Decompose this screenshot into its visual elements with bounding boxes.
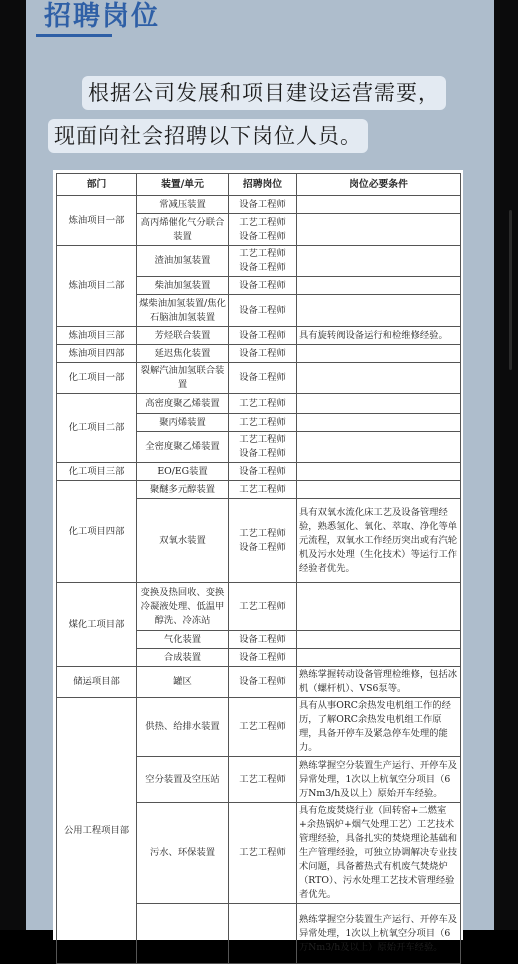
requirement-cell [297, 432, 461, 463]
dept-cell: 炼油项目二部 [57, 246, 137, 327]
requirement-cell [297, 295, 461, 327]
unit-cell: 延迟焦化装置 [137, 345, 229, 363]
scrollbar-thumb[interactable] [509, 210, 512, 370]
unit-cell: 空分装置及空压站 [137, 757, 229, 803]
position-cell: 设备工程师 [229, 363, 297, 394]
unit-cell: 双氧水装置 [137, 499, 229, 583]
dept-cell: 化工项目四部 [57, 481, 137, 583]
unit-cell: 聚醚多元醇装置 [137, 481, 229, 499]
position-cell: 设备工程师 [229, 327, 297, 345]
unit-cell: EO/EG装置 [137, 463, 229, 481]
position-cell [229, 904, 297, 964]
requirement-cell [297, 246, 461, 277]
unit-cell: 渣油加氢装置 [137, 246, 229, 277]
right-edge [494, 0, 518, 930]
requirement-cell [297, 277, 461, 295]
unit-cell [137, 904, 229, 964]
position-cell: 工艺工程师 [229, 414, 297, 432]
job-table-card [53, 170, 463, 953]
intro-line-1: 根据公司发展和项目建设运营需要， [82, 76, 446, 110]
requirement-cell [297, 363, 461, 394]
dept-cell: 化工项目一部 [57, 363, 137, 394]
title-underline [36, 34, 112, 37]
dept-cell: 化工项目二部 [57, 394, 137, 463]
job-table [56, 173, 461, 964]
requirement-cell [297, 631, 461, 649]
table-row [57, 196, 461, 214]
unit-cell: 裂解汽油加氢联合装置 [137, 363, 229, 394]
col-header-unit: 装置/单元 [137, 174, 229, 196]
requirement-cell [297, 481, 461, 499]
table-row [57, 327, 461, 345]
unit-cell: 芳烃联合装置 [137, 327, 229, 345]
unit-cell: 供热、给排水装置 [137, 698, 229, 757]
dept-cell: 炼油项目三部 [57, 327, 137, 345]
table-row [57, 698, 461, 757]
unit-cell: 污水、环保装置 [137, 803, 229, 904]
position-cell: 工艺工程师 [229, 394, 297, 414]
position-cell: 设备工程师 [229, 463, 297, 481]
requirement-cell: 具有双氧水流化床工艺及设备管理经验，熟悉氢化、氧化、萃取、净化等单元流程，双氧水工作经历突出或有汽轮机及污水处理（生化技术）等运行工作经验者优先。 [297, 499, 461, 583]
requirement-cell [297, 196, 461, 214]
table-row [57, 345, 461, 363]
dept-cell: 储运项目部 [57, 667, 137, 698]
recruitment-panel [26, 0, 494, 953]
unit-cell: 气化装置 [137, 631, 229, 649]
table-row [57, 583, 461, 631]
dept-cell: 公用工程项目部 [57, 698, 137, 964]
position-cell: 工艺工程师 设备工程师 [229, 499, 297, 583]
table-row [57, 246, 461, 277]
requirement-cell [297, 214, 461, 246]
requirement-cell: 具有危废焚烧行业（回转窑+二燃室+余热锅炉+烟气处理工艺）工艺技术管理经验，具备扎实的焚烧理论基础和生产管理经验，可独立协调解决专业技术问题，具备蓄热式有机废气焚烧炉（RTO）、污水处理工艺技术管理经验者优先。 [297, 803, 461, 904]
table-row [57, 394, 461, 414]
position-cell: 工艺工程师 设备工程师 [229, 214, 297, 246]
section-title: 招聘岗位 [44, 1, 160, 32]
table-header-row [57, 174, 461, 196]
left-edge [0, 0, 26, 930]
position-cell: 设备工程师 [229, 631, 297, 649]
intro-line-2: 现面向社会招聘以下岗位人员。 [48, 119, 368, 153]
position-cell: 工艺工程师 [229, 698, 297, 757]
table-row [57, 463, 461, 481]
unit-cell: 聚丙烯装置 [137, 414, 229, 432]
position-cell: 设备工程师 [229, 667, 297, 698]
position-cell: 设备工程师 [229, 196, 297, 214]
position-cell: 工艺工程师 [229, 757, 297, 803]
dept-cell: 炼油项目一部 [57, 196, 137, 246]
position-cell: 设备工程师 [229, 295, 297, 327]
position-cell: 设备工程师 [229, 649, 297, 667]
col-header-requirements: 岗位必要条件 [297, 174, 461, 196]
requirement-cell [297, 583, 461, 631]
requirement-cell: 熟练掌握转动设备管理检维修，包括冰机（螺杆机）、VS6泵等。 [297, 667, 461, 698]
requirement-cell [297, 649, 461, 667]
unit-cell: 煤柴油加氢装置/焦化石脑油加氢装置 [137, 295, 229, 327]
requirement-cell [297, 394, 461, 414]
table-row [57, 667, 461, 698]
unit-cell: 变换及热回收、变换冷凝液处理、低温甲醇洗、冷冻站 [137, 583, 229, 631]
requirement-cell: 具有旋转阀设备运行和检维修经验。 [297, 327, 461, 345]
position-cell: 工艺工程师 [229, 583, 297, 631]
position-cell: 设备工程师 [229, 277, 297, 295]
dept-cell: 化工项目三部 [57, 463, 137, 481]
col-header-dept: 部门 [57, 174, 137, 196]
position-cell: 工艺工程师 [229, 803, 297, 904]
unit-cell: 全密度聚乙烯装置 [137, 432, 229, 463]
requirement-cell [297, 345, 461, 363]
col-header-position: 招聘岗位 [229, 174, 297, 196]
requirement-cell: 熟练掌握空分装置生产运行、开停车及异常处理，1次以上杭氧空分项目（6万Nm3/h及以上）原始开车经验。 [297, 757, 461, 803]
requirement-cell: 具有从事ORC余热发电机组工作的经历，了解ORC余热发电机组工作原理，具备开停车及紧急停车处理的能力。 [297, 698, 461, 757]
requirement-cell [297, 463, 461, 481]
unit-cell: 高丙烯催化气分联合装置 [137, 214, 229, 246]
unit-cell: 柴油加氢装置 [137, 277, 229, 295]
unit-cell: 罐区 [137, 667, 229, 698]
table-row [57, 481, 461, 499]
unit-cell: 高密度聚乙烯装置 [137, 394, 229, 414]
unit-cell: 常减压装置 [137, 196, 229, 214]
table-row [57, 363, 461, 394]
position-cell: 设备工程师 [229, 345, 297, 363]
dept-cell: 炼油项目四部 [57, 345, 137, 363]
requirement-cell: 熟练掌握空分装置生产运行、开停车及异常处理，1次以上杭氧空分项目（6万Nm3/h及以上）原始开车经验。 [297, 904, 461, 964]
position-cell: 工艺工程师 [229, 481, 297, 499]
position-cell: 工艺工程师 设备工程师 [229, 246, 297, 277]
unit-cell: 合成装置 [137, 649, 229, 667]
requirement-cell [297, 414, 461, 432]
position-cell: 工艺工程师 设备工程师 [229, 432, 297, 463]
dept-cell: 煤化工项目部 [57, 583, 137, 667]
